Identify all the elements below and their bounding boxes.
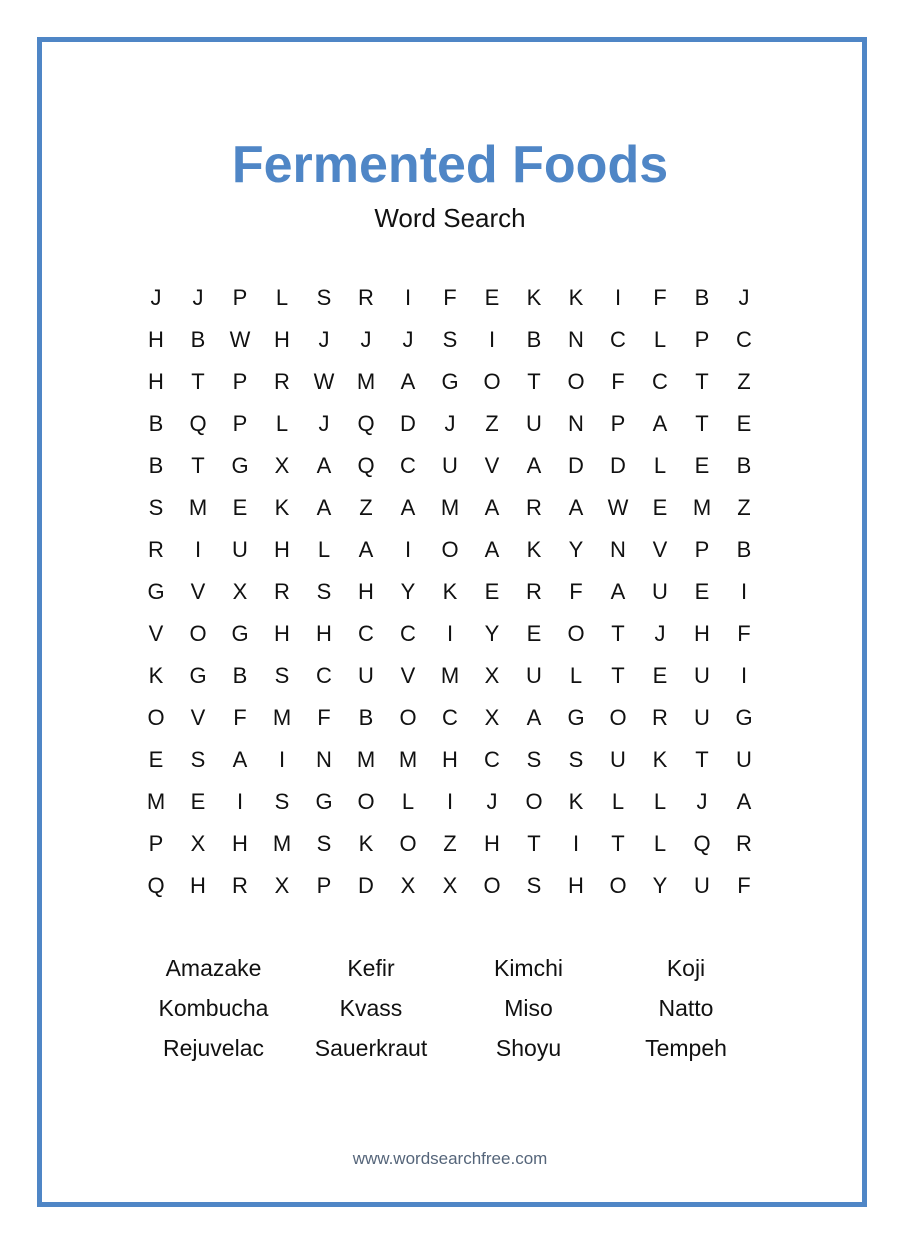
grid-cell: Y [652, 873, 668, 898]
grid-cell: M [440, 495, 460, 520]
grid-cell: S [274, 663, 290, 688]
grid-cell: B [148, 411, 164, 436]
grid-cell: H [232, 831, 248, 856]
grid-cell: P [316, 873, 332, 898]
grid-cell: Z [359, 495, 373, 520]
grid-cell: E [652, 495, 668, 520]
grid-cell: L [653, 831, 667, 856]
grid-cell: K [568, 789, 584, 814]
grid-cell: Q [189, 411, 207, 436]
grid-cell: M [188, 495, 208, 520]
grid-cell: O [399, 705, 417, 730]
grid-cell: Y [400, 579, 416, 604]
grid-cell: T [527, 831, 541, 856]
grid-cell: F [233, 705, 247, 730]
grid-cell: L [653, 789, 667, 814]
grid-cell: J [654, 621, 666, 646]
grid-cell: S [316, 831, 332, 856]
grid-row [135, 697, 765, 739]
grid-cell: U [442, 453, 458, 478]
grid-cell: H [148, 327, 164, 352]
grid-cell: Q [357, 411, 375, 436]
grid-cell: M [146, 789, 166, 814]
grid-cell: J [738, 285, 750, 310]
grid-cell: M [398, 747, 418, 772]
grid-cell: A [526, 453, 542, 478]
grid-cell: L [569, 663, 583, 688]
grid-cell: U [694, 663, 710, 688]
grid-cell: J [444, 411, 456, 436]
grid-cell: K [652, 747, 668, 772]
grid-cell: W [229, 327, 251, 352]
grid-cell: X [442, 873, 458, 898]
grid-cell: S [526, 747, 542, 772]
grid-cell: P [694, 537, 710, 562]
grid-cell: J [402, 327, 414, 352]
grid-cell: S [274, 789, 290, 814]
grid-cell: C [400, 621, 416, 646]
grid-cell: W [313, 369, 335, 394]
grid-cell: V [484, 453, 500, 478]
grid-cell: D [358, 873, 374, 898]
grid-row [135, 571, 765, 613]
grid-cell: K [568, 285, 584, 310]
grid-cell: U [652, 579, 668, 604]
grid-cell: G [315, 789, 333, 814]
word-list-item: Amazake [165, 955, 262, 981]
grid-cell: L [275, 411, 289, 436]
grid-cell: T [611, 831, 625, 856]
grid-row [135, 865, 765, 907]
grid-cell: B [694, 285, 710, 310]
page-title: Fermented Foods [231, 136, 669, 194]
grid-cell: X [274, 873, 290, 898]
grid-cell: T [191, 369, 205, 394]
grid-cell: C [358, 621, 374, 646]
grid-cell: U [736, 747, 752, 772]
grid-cell: B [526, 327, 542, 352]
grid-cell: I [278, 747, 286, 772]
grid-cell: M [356, 369, 376, 394]
grid-cell: U [610, 747, 626, 772]
grid-cell: K [526, 537, 542, 562]
grid-cell: H [484, 831, 500, 856]
grid-cell: L [275, 285, 289, 310]
footer-url[interactable]: www.wordsearchfree.com [352, 1149, 548, 1168]
grid-cell: F [443, 285, 457, 310]
grid-cell: V [400, 663, 416, 688]
grid-cell: A [652, 411, 668, 436]
grid-cell: E [190, 789, 206, 814]
grid-cell: J [360, 327, 372, 352]
grid-cell: P [232, 285, 248, 310]
grid-cell: T [695, 747, 709, 772]
word-list-item: Koji [666, 955, 706, 981]
grid-cell: T [611, 663, 625, 688]
grid-cell: F [737, 873, 751, 898]
grid-cell: R [148, 537, 164, 562]
grid-cell: H [358, 579, 374, 604]
grid-cell: E [148, 747, 164, 772]
word-list-item: Sauerkraut [314, 1035, 428, 1061]
grid-cell: L [611, 789, 625, 814]
grid-row [135, 655, 765, 697]
grid-cell: U [526, 663, 542, 688]
grid-cell: Z [737, 369, 751, 394]
grid-row [135, 613, 765, 655]
grid-cell: H [274, 621, 290, 646]
grid-cell: O [483, 873, 501, 898]
grid-cell: C [442, 705, 458, 730]
grid-cell: U [526, 411, 542, 436]
grid-cell: S [190, 747, 206, 772]
grid-cell: X [484, 705, 500, 730]
grid-cell: N [316, 747, 332, 772]
grid-cell: H [694, 621, 710, 646]
grid-cell: P [610, 411, 626, 436]
grid-cell: A [736, 789, 752, 814]
grid-cell: T [695, 369, 709, 394]
grid-cell: D [568, 453, 584, 478]
grid-cell: L [653, 327, 667, 352]
grid-cell: S [316, 285, 332, 310]
word-list-item: Shoyu [495, 1035, 562, 1061]
grid-row [135, 361, 765, 403]
grid-row [135, 277, 765, 319]
grid-cell: U [358, 663, 374, 688]
grid-cell: C [316, 663, 332, 688]
grid-cell: V [190, 579, 206, 604]
grid-cell: I [740, 663, 748, 688]
grid-cell: I [740, 579, 748, 604]
grid-cell: S [316, 579, 332, 604]
grid-cell: I [194, 537, 202, 562]
grid-row [135, 445, 765, 487]
grid-cell: H [148, 369, 164, 394]
grid-cell: S [568, 747, 584, 772]
grid-cell: P [148, 831, 164, 856]
grid-cell: E [694, 579, 710, 604]
word-list-item: Kefir [347, 955, 395, 981]
grid-cell: H [274, 327, 290, 352]
grid-cell: I [404, 285, 412, 310]
grid-cell: A [316, 453, 332, 478]
grid-cell: N [568, 327, 584, 352]
grid-cell: G [441, 369, 459, 394]
grid-cell: V [148, 621, 164, 646]
grid-cell: O [567, 621, 585, 646]
grid-cell: M [272, 705, 292, 730]
grid-cell: O [609, 705, 627, 730]
grid-cell: S [148, 495, 164, 520]
grid-cell: Z [737, 495, 751, 520]
grid-cell: I [446, 789, 454, 814]
grid-cell: Q [693, 831, 711, 856]
grid-cell: P [694, 327, 710, 352]
grid-cell: J [192, 285, 204, 310]
grid-cell: P [232, 369, 248, 394]
grid-cell: D [400, 411, 416, 436]
grid-cell: R [274, 369, 290, 394]
grid-cell: O [399, 831, 417, 856]
word-list-item: Kimchi [493, 955, 563, 981]
grid-cell: O [525, 789, 543, 814]
word-list-item: Natto [658, 995, 714, 1021]
word-list-item: Miso [504, 995, 553, 1021]
grid-cell: B [736, 453, 752, 478]
grid-cell: B [148, 453, 164, 478]
grid-cell: J [696, 789, 708, 814]
grid-cell: M [440, 663, 460, 688]
grid-cell: Q [357, 453, 375, 478]
grid-cell: G [231, 621, 249, 646]
grid-cell: C [652, 369, 668, 394]
grid-cell: G [147, 579, 165, 604]
grid-cell: G [231, 453, 249, 478]
letter-grid [135, 277, 765, 907]
grid-cell: C [736, 327, 752, 352]
grid-cell: G [189, 663, 207, 688]
grid-cell: W [607, 495, 629, 520]
grid-cell: O [483, 369, 501, 394]
grid-cell: U [694, 705, 710, 730]
grid-row [135, 823, 765, 865]
grid-cell: I [236, 789, 244, 814]
grid-cell: Z [485, 411, 499, 436]
grid-cell: C [400, 453, 416, 478]
word-list-item: Kvass [339, 995, 403, 1021]
grid-cell: Z [443, 831, 457, 856]
grid-cell: E [484, 285, 500, 310]
grid-cell: E [232, 495, 248, 520]
grid-cell: G [735, 705, 753, 730]
grid-cell: I [446, 621, 454, 646]
grid-cell: K [148, 663, 164, 688]
grid-cell: P [232, 411, 248, 436]
grid-cell: A [400, 495, 416, 520]
grid-cell: A [484, 537, 500, 562]
grid-cell: M [272, 831, 292, 856]
grid-cell: O [147, 705, 165, 730]
grid-cell: X [400, 873, 416, 898]
grid-row [135, 487, 765, 529]
grid-cell: I [614, 285, 622, 310]
grid-cell: I [488, 327, 496, 352]
page-subtitle: Word Search [374, 203, 526, 233]
grid-cell: G [567, 705, 585, 730]
grid-cell: K [358, 831, 374, 856]
grid-row [135, 319, 765, 361]
grid-cell: H [442, 747, 458, 772]
grid-cell: T [611, 621, 625, 646]
grid-cell: L [401, 789, 415, 814]
grid-cell: L [653, 453, 667, 478]
grid-row [135, 739, 765, 781]
grid-cell: H [316, 621, 332, 646]
grid-cell: E [694, 453, 710, 478]
grid-cell: A [568, 495, 584, 520]
grid-cell: T [191, 453, 205, 478]
grid-cell: N [610, 537, 626, 562]
grid-cell: B [358, 705, 374, 730]
grid-cell: C [610, 327, 626, 352]
grid-cell: J [318, 411, 330, 436]
grid-cell: F [569, 579, 583, 604]
grid-cell: L [317, 537, 331, 562]
grid-cell: A [316, 495, 332, 520]
grid-cell: D [610, 453, 626, 478]
grid-cell: Y [484, 621, 500, 646]
grid-cell: K [274, 495, 290, 520]
grid-cell: O [609, 873, 627, 898]
grid-cell: X [190, 831, 206, 856]
word-list-item: Kombucha [158, 995, 269, 1021]
grid-cell: E [484, 579, 500, 604]
grid-row [135, 781, 765, 823]
grid-cell: O [567, 369, 585, 394]
grid-cell: K [526, 285, 542, 310]
grid-cell: R [232, 873, 248, 898]
grid-cell: X [232, 579, 248, 604]
grid-cell: B [736, 537, 752, 562]
grid-cell: R [652, 705, 668, 730]
grid-cell: F [611, 369, 625, 394]
grid-cell: F [317, 705, 331, 730]
grid-cell: J [150, 285, 162, 310]
grid-row [135, 403, 765, 445]
grid-cell: S [526, 873, 542, 898]
word-list-item: Tempeh [645, 1035, 727, 1061]
grid-cell: Q [147, 873, 165, 898]
grid-cell: O [357, 789, 375, 814]
grid-cell: H [190, 873, 206, 898]
grid-cell: J [486, 789, 498, 814]
word-list-item: Rejuvelac [163, 1035, 264, 1061]
grid-cell: O [441, 537, 459, 562]
grid-cell: V [190, 705, 206, 730]
grid-cell: R [526, 579, 542, 604]
grid-cell: M [692, 495, 712, 520]
grid-cell: E [652, 663, 668, 688]
grid-cell: A [358, 537, 374, 562]
word-list [135, 948, 765, 1068]
grid-cell: A [484, 495, 500, 520]
grid-cell: T [695, 411, 709, 436]
grid-cell: A [526, 705, 542, 730]
grid-cell: M [356, 747, 376, 772]
grid-cell: T [527, 369, 541, 394]
grid-cell: E [736, 411, 752, 436]
grid-cell: H [274, 537, 290, 562]
grid-cell: R [274, 579, 290, 604]
grid-cell: B [232, 663, 248, 688]
grid-cell: O [189, 621, 207, 646]
grid-cell: H [568, 873, 584, 898]
grid-cell: C [484, 747, 500, 772]
grid-cell: A [610, 579, 626, 604]
grid-cell: J [318, 327, 330, 352]
grid-cell: I [404, 537, 412, 562]
grid-cell: R [358, 285, 374, 310]
grid-cell: R [526, 495, 542, 520]
grid-cell: K [442, 579, 458, 604]
grid-row [135, 529, 765, 571]
grid-cell: X [484, 663, 500, 688]
grid-cell: A [232, 747, 248, 772]
grid-cell: S [442, 327, 458, 352]
grid-cell: U [232, 537, 248, 562]
grid-cell: X [274, 453, 290, 478]
grid-cell: U [694, 873, 710, 898]
grid-cell: F [737, 621, 751, 646]
grid-cell: V [652, 537, 668, 562]
grid-cell: F [653, 285, 667, 310]
grid-cell: N [568, 411, 584, 436]
grid-cell: B [190, 327, 206, 352]
grid-cell: E [526, 621, 542, 646]
grid-cell: I [572, 831, 580, 856]
grid-cell: A [400, 369, 416, 394]
grid-cell: R [736, 831, 752, 856]
grid-cell: Y [568, 537, 584, 562]
